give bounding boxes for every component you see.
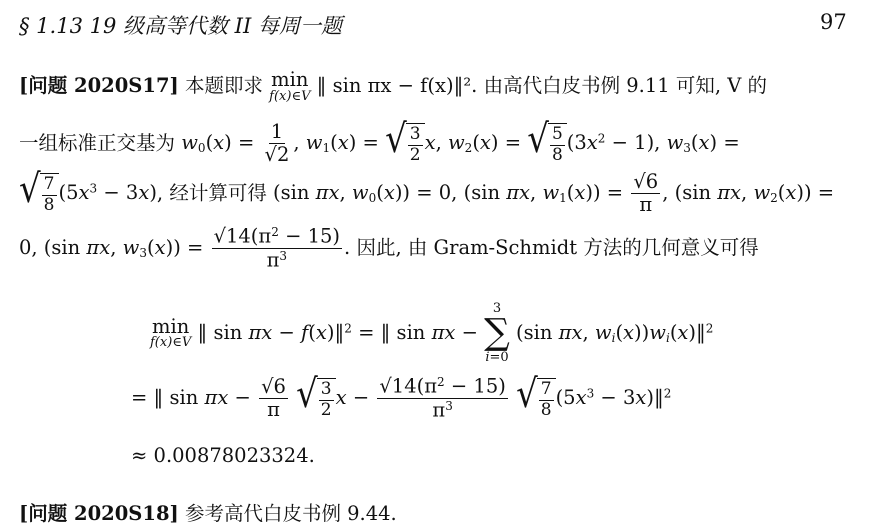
display-equation-2: = ‖ sin πx − $\frac{√6}{\pi}$ √ $\frac{3}{2}$ x − $\frac{√14(\pi^2 - 15)}{\pi^3}$ √ $\frac{7}{8}$ ($5x^3$ − 3x)‖$^2$: [131, 371, 672, 422]
inner-product-3: 0, (sin πx, $w_3(x)$) = $\frac{√14(\pi^2 - 15)}{\pi^3}$: [19, 224, 341, 272]
basis-w1: $w_1(x)$ = √ $\frac{3}{2}$ x,: [305, 116, 448, 165]
problem-17-citation: . 由高代白皮书例 9.11 可知, V 的: [471, 73, 768, 97]
summation-symbol: 3 ∑ i=0: [484, 301, 510, 365]
basis-w3-start: $w_3(x)$ =: [666, 131, 740, 156]
display-equation-3: ≈ 0.00878023324.: [131, 444, 315, 467]
min-operator-display: min f(x)∈V: [150, 314, 192, 351]
inner-product-0: (sin πx, $w_0(x)) = 0$,: [273, 181, 458, 206]
inner-product-2: (sin πx, $w_2(x)$) =: [674, 181, 835, 206]
problem-17-line-3: [19, 166, 835, 217]
basis-w2: $w_2(x)$ = √ $\frac{5}{8}$ $(3x^2 - 1)$,: [447, 116, 667, 165]
problem-18-line: [19, 504, 397, 524]
problem-18-label: [问题 2020S18]: [19, 502, 179, 525]
basis-w3-value: √ $\frac{7}{8}$ $(5x^3 - 3x)$: [19, 166, 157, 215]
problem-18-text: 参考高代白皮书例 9.44.: [184, 502, 397, 525]
problem-17-label: [问题 2020S17]: [19, 73, 179, 97]
inner-product-1: (sin πx, $w_1(x)$) = $\frac{√6}{\pi}$ ,: [463, 170, 669, 217]
problem-17-line-4: [19, 226, 759, 271]
norm-expression: ‖ sin πx − f(x)‖²: [316, 73, 472, 97]
basis-intro: 一组标准正交基为: [19, 131, 176, 155]
gram-schmidt-text: . 因此, 由 Gram-Schmidt 方法的几何意义可得: [344, 236, 759, 260]
basis-w0: $w_0(x)$ = $\frac{1}{√2}$ ,: [181, 120, 306, 167]
page-number: 97: [820, 10, 847, 34]
min-operator: min f(x)∈V: [269, 68, 311, 104]
problem-17-line-1: [19, 70, 767, 103]
problem-17-intro: 本题即求: [184, 73, 263, 97]
display-equation-1: min f(x)∈V ‖ sin πx − f(x)‖$^2$ = ‖ sin πx − 3 ∑ i=0 (sin πx, $w_i(x))w_i(x)‖^2$: [150, 301, 714, 365]
compute-text: , 经计算可得: [156, 181, 267, 205]
problem-17-line-2: [19, 116, 740, 167]
section-header: § 1.13 19 级高等代数 II 每周一题: [19, 14, 342, 38]
